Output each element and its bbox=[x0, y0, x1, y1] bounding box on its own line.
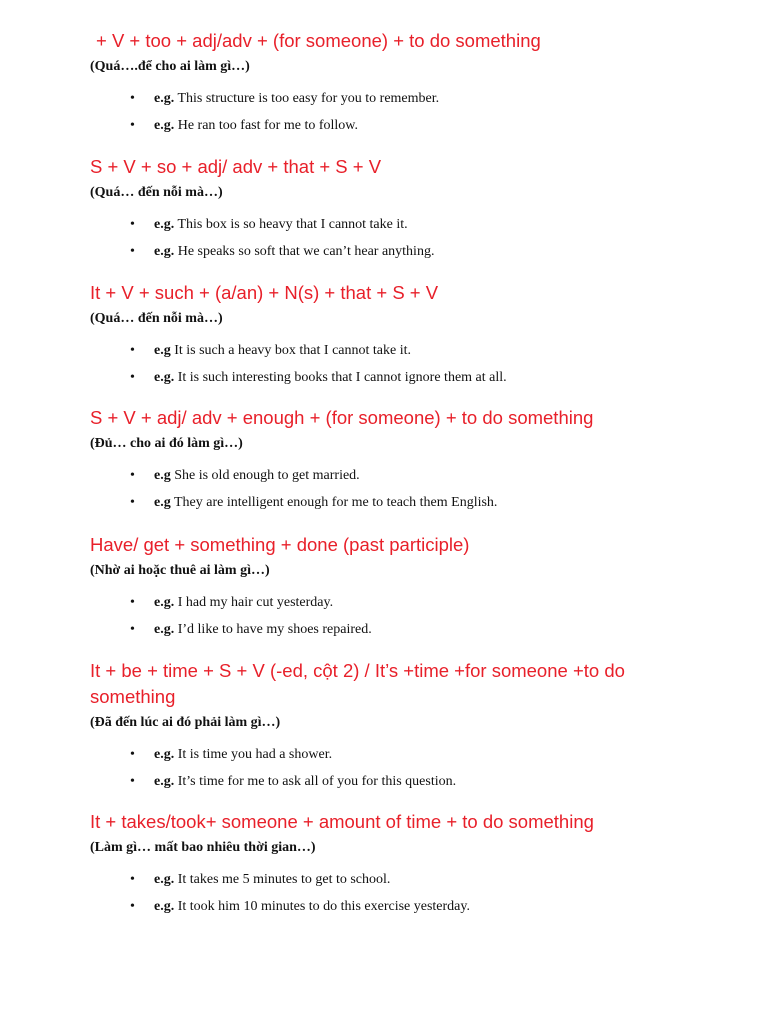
example-text: It is time you had a shower. bbox=[174, 747, 333, 762]
eg-label: e.g bbox=[154, 343, 171, 358]
list-item bbox=[90, 772, 708, 792]
bullet-icon: • bbox=[130, 495, 135, 510]
bullet-icon: • bbox=[130, 747, 135, 762]
example-text: This box is so heavy that I cannot take it. bbox=[174, 217, 408, 232]
bullet-icon: • bbox=[130, 343, 135, 358]
section-heading: It + takes/took+ someone + amount of time + to do something bbox=[90, 811, 594, 832]
section-translation: (Đã đến lúc ai đó phải làm gì…) bbox=[90, 715, 281, 730]
example-text: It is such interesting books that I cannot ignore them at all. bbox=[174, 370, 507, 385]
bullet-icon: • bbox=[130, 899, 135, 914]
list-item bbox=[90, 215, 708, 235]
eg-label: e.g. bbox=[154, 622, 175, 637]
eg-label: e.g bbox=[154, 468, 171, 483]
example-text: This structure is too easy for you to remember. bbox=[174, 91, 440, 106]
eg-label: e.g. bbox=[154, 747, 175, 762]
section-too bbox=[90, 28, 708, 143]
section-such-that bbox=[90, 280, 708, 395]
example-list bbox=[90, 466, 708, 513]
section-heading: S + V + adj/ adv + enough + (for someone) + to do something bbox=[90, 407, 594, 428]
list-item bbox=[90, 897, 708, 917]
example-text: It takes me 5 minutes to get to school. bbox=[174, 872, 391, 887]
bullet-icon: • bbox=[130, 118, 135, 133]
eg-label: e.g. bbox=[154, 244, 175, 259]
section-translation: (Quá… đến nỗi mà…) bbox=[90, 185, 223, 200]
list-item bbox=[90, 620, 708, 640]
example-list bbox=[90, 89, 708, 136]
bullet-icon: • bbox=[130, 872, 135, 887]
example-list bbox=[90, 870, 708, 917]
eg-label: e.g. bbox=[154, 370, 175, 385]
section-translation: (Quá… đến nỗi mà…) bbox=[90, 311, 223, 326]
section-translation: (Làm gì… mất bao nhiêu thời gian…) bbox=[90, 840, 316, 855]
list-item bbox=[90, 116, 708, 136]
eg-label: e.g. bbox=[154, 595, 175, 610]
example-list bbox=[90, 341, 708, 388]
list-item bbox=[90, 242, 708, 262]
section-heading: + V + too + adj/adv + (for someone) + to do something bbox=[96, 30, 541, 51]
section-takes-time bbox=[90, 809, 708, 924]
eg-label: e.g. bbox=[154, 774, 175, 789]
example-list bbox=[90, 593, 708, 640]
list-item bbox=[90, 89, 708, 109]
section-its-time bbox=[90, 658, 708, 799]
section-heading: It + be + time + S + V (-ed, cột 2) / It’s +time +for someone +to do something bbox=[90, 660, 625, 707]
bullet-icon: • bbox=[130, 91, 135, 106]
bullet-icon: • bbox=[130, 370, 135, 385]
section-translation: (Đủ… cho ai đó làm gì…) bbox=[90, 436, 243, 451]
section-translation: (Quá….để cho ai làm gì…) bbox=[90, 59, 250, 74]
bullet-icon: • bbox=[130, 622, 135, 637]
eg-label: e.g. bbox=[154, 118, 175, 133]
example-list bbox=[90, 745, 708, 792]
section-have-done bbox=[90, 532, 708, 647]
example-text: She is old enough to get married. bbox=[170, 468, 360, 483]
list-item bbox=[90, 466, 708, 486]
eg-label: e.g. bbox=[154, 217, 175, 232]
list-item bbox=[90, 368, 708, 388]
eg-label: e.g. bbox=[154, 91, 175, 106]
example-text: It took him 10 minutes to do this exercise yesterday. bbox=[174, 899, 470, 914]
section-so-that bbox=[90, 154, 708, 269]
bullet-icon: • bbox=[130, 244, 135, 259]
list-item bbox=[90, 745, 708, 765]
bullet-icon: • bbox=[130, 217, 135, 232]
eg-label: e.g. bbox=[154, 872, 175, 887]
example-text: It is such a heavy box that I cannot take it. bbox=[170, 343, 411, 358]
list-item bbox=[90, 870, 708, 890]
section-heading: Have/ get + something + done (past participle) bbox=[90, 534, 470, 555]
section-enough bbox=[90, 405, 708, 520]
example-text: It’s time for me to ask all of you for this question. bbox=[174, 774, 457, 789]
section-heading: S + V + so + adj/ adv + that + S + V bbox=[90, 156, 382, 177]
bullet-icon: • bbox=[130, 774, 135, 789]
example-list bbox=[90, 215, 708, 262]
section-translation: (Nhờ ai hoặc thuê ai làm gì…) bbox=[90, 563, 270, 578]
section-heading: It + V + such + (a/an) + N(s) + that + S + V bbox=[90, 282, 439, 303]
example-text: I had my hair cut yesterday. bbox=[174, 595, 334, 610]
eg-label: e.g bbox=[154, 495, 171, 510]
example-text: He ran too fast for me to follow. bbox=[174, 118, 358, 133]
list-item bbox=[90, 593, 708, 613]
bullet-icon: • bbox=[130, 595, 135, 610]
example-text: They are intelligent enough for me to teach them English. bbox=[170, 495, 498, 510]
example-text: I’d like to have my shoes repaired. bbox=[174, 622, 372, 637]
list-item bbox=[90, 341, 708, 361]
example-text: He speaks so soft that we can’t hear anything. bbox=[174, 244, 435, 259]
eg-label: e.g. bbox=[154, 899, 175, 914]
list-item bbox=[90, 493, 708, 513]
bullet-icon: • bbox=[130, 468, 135, 483]
